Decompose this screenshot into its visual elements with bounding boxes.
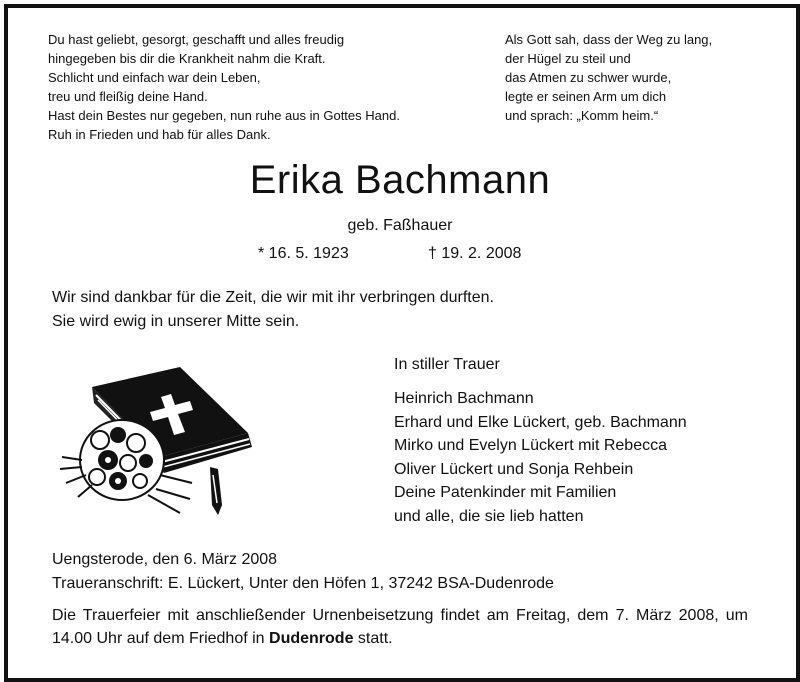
poem-line: Als Gott sah, dass der Weg zu lang, (505, 32, 713, 47)
poem-line: das Atmen zu schwer wurde, (505, 70, 672, 85)
poem-line: legte er seinen Arm um dich (505, 89, 667, 104)
birth-date: * 16. 5. 1923 (258, 245, 349, 262)
mourner-name: Oliver Lückert und Sonja Rehbein (394, 460, 634, 478)
bible-illustration (52, 365, 252, 525)
poem-line: und sprach: „Komm heim.“ (505, 108, 659, 123)
mourning-address: Traueranschrift: E. Lückert, Unter den Höfen 1, 37242 BSA-Dudenrode (52, 575, 554, 592)
death-date: † 19. 2. 2008 (428, 245, 522, 262)
mourning-heading: In stiller Trauer (394, 356, 500, 373)
mourner-name: Erhard und Elke Lückert, geb. Bachmann (394, 413, 687, 431)
remembrance-text (52, 286, 494, 334)
mourners-list (394, 387, 687, 528)
place-date: Uengsterode, den 6. März 2008 (52, 551, 278, 568)
mourner-name: Mirko und Evelyn Lückert mit Rebecca (394, 437, 667, 454)
remembrance-line: Wir sind dankbar für die Zeit, die wir mit ihr verbringen durften. (52, 289, 494, 306)
remembrance-line: Sie wird ewig in unserer Mitte sein. (52, 313, 300, 330)
deceased-name: Erika Bachmann (249, 158, 551, 202)
ceremony-text-end: statt. (353, 630, 393, 647)
mourner-name: Deine Patenkinder mit Familien (394, 484, 617, 501)
poem-line: Du hast geliebt, gesorgt, geschafft und alles freudig (48, 32, 345, 47)
birth-name: geb. Faßhauer (347, 217, 453, 234)
mourner-name: Heinrich Bachmann (394, 390, 534, 407)
mourner-name: und alle, die sie lieb hatten (394, 507, 584, 525)
poem-line: treu und fleißig deine Hand. (48, 89, 208, 104)
poem-line: Hast dein Bestes nur gegeben, nun ruhe aus in Gottes Hand. (48, 108, 400, 123)
place-and-address (52, 548, 554, 596)
poem-line: Ruh in Frieden und hab für alles Dank. (48, 127, 271, 142)
ceremony-text: Die Trauerfeier mit anschließender Urnenbeisetzung findet am Freitag, dem 7. März 2008, um 14.00 Uhr auf dem Friedhof in (52, 607, 748, 647)
poem-line: der Hügel zu steil und (505, 51, 631, 66)
poem-left (48, 30, 400, 144)
poem-line: hingegeben bis dir die Krankheit nahm die Kraft. (48, 51, 326, 66)
ceremony-notice (52, 604, 748, 650)
ceremony-place: Dudenrode (269, 630, 354, 647)
poem-line: Schlicht und einfach war dein Leben, (48, 70, 261, 85)
poem-right (505, 30, 712, 125)
